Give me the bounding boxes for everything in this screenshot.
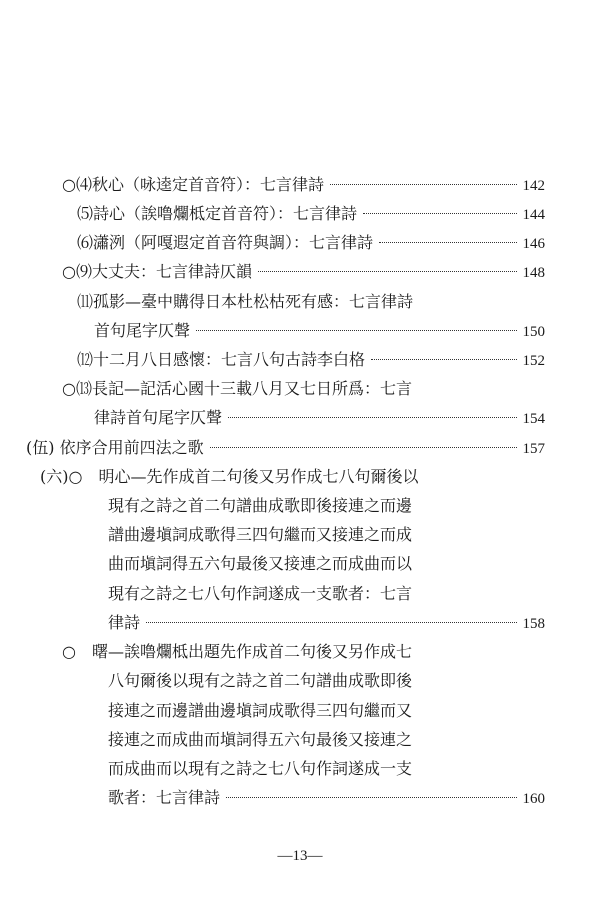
toc-entry-title: 現有之詩之首二句譜曲成歌即後接連之而邊 [108, 496, 413, 515]
toc-entry [108, 609, 545, 637]
dot-leader [371, 358, 516, 360]
toc-entry-title: 現有之詩之七八句作詞遂成一支歌者：七言 [108, 584, 413, 603]
toc-entry-title: 歌者：七言律詩 [108, 788, 221, 807]
toc-entry-title: ○ 曙—誒噜爛柢出題先作成首二句後又另作成七 [62, 642, 412, 661]
toc-entry [94, 317, 545, 345]
toc-entry [62, 171, 545, 199]
toc-entry [108, 726, 412, 754]
toc-entry [108, 784, 545, 812]
dot-leader [228, 416, 516, 418]
toc-page-number: 142 [522, 178, 545, 194]
toc-entry [77, 288, 413, 316]
toc-entry-title: ⑸詩心（誒噜爛柢定首音符）：七言律詩 [77, 204, 358, 223]
dot-leader [146, 621, 516, 623]
dot-leader [330, 183, 517, 185]
toc-entry-title: ⑾孤影—臺中購得日本杜松枯死有感：七言律詩 [77, 292, 414, 311]
toc-entry-title: 接連之而邊譜曲邊塡詞成歌得三四句繼而又 [108, 701, 413, 720]
toc-entry [108, 521, 412, 549]
toc-entry-title: 譜曲邊塡詞成歌得三四句繼而又接連之而成 [108, 525, 413, 544]
toc-page-number: 158 [522, 616, 545, 632]
dot-leader [210, 446, 517, 448]
toc-entry-title: 而成曲而以現有之詩之七八句作詞遂成一支 [108, 759, 413, 778]
dot-leader [258, 270, 517, 272]
toc-entry-title: 八句爾後以現有之詩之首二句譜曲成歌即後 [108, 671, 413, 690]
toc-entry [62, 375, 412, 403]
toc-page-number: 160 [522, 791, 545, 807]
toc-page-number: 150 [522, 324, 545, 340]
toc-page-number: 154 [522, 411, 545, 427]
toc-entry [77, 229, 545, 257]
toc-entry [40, 463, 418, 491]
toc-page-number: 157 [522, 441, 545, 457]
toc-entry [62, 258, 545, 286]
toc-entry-title: ○⑷秋心（咏逵定首音符）：七言律詩 [62, 175, 324, 194]
toc-entry-title: 接連之而成曲而塡詞得五六句最後又接連之 [108, 730, 413, 749]
toc-entry [26, 434, 545, 462]
toc-entry [94, 404, 545, 432]
toc-entry [108, 697, 412, 725]
toc-entry-title: 律詩首句尾字仄聲 [94, 408, 223, 427]
dot-leader [379, 241, 516, 243]
toc-page-number: 148 [522, 265, 545, 281]
toc-entry [108, 580, 412, 608]
dot-leader [226, 796, 516, 798]
page-number: —13— [277, 848, 323, 864]
toc-entry [108, 755, 412, 783]
toc-entry [77, 200, 545, 228]
toc-entry [77, 346, 545, 374]
toc-entry [108, 492, 412, 520]
toc-entry-title: ⑹瀟洌（阿嘎遐定首音符與調）：七言律詩 [77, 233, 374, 252]
toc-entry-title: 曲而塡詞得五六句最後又接連之而成曲而以 [108, 554, 413, 573]
toc-page-number: 146 [522, 236, 545, 252]
dot-leader [363, 212, 516, 214]
toc-entry-title: (伍) 依序合用前四法之歌 [26, 438, 204, 457]
toc-page-number: 152 [522, 353, 545, 369]
toc-entry [108, 550, 412, 578]
toc-entry-title: ○⑼大丈夫：七言律詩仄韻 [62, 262, 252, 281]
toc-entry [108, 667, 412, 695]
dot-leader [196, 329, 516, 331]
toc-entry-title: 律詩 [108, 613, 141, 632]
toc-entry-title: (六)○ 明心—先作成首二句後又另作成七八句爾後以 [40, 467, 419, 486]
toc-entry-title: 首句尾字仄聲 [94, 321, 191, 340]
toc-page-number: 144 [522, 207, 545, 223]
toc-entry-title: ⑿十二月八日感懷：七言八句古詩李白格 [77, 350, 366, 369]
toc-entry [62, 638, 412, 666]
toc-entry-title: ○⒀長記—記活心國十三載八月又七日所爲：七言 [62, 379, 412, 398]
